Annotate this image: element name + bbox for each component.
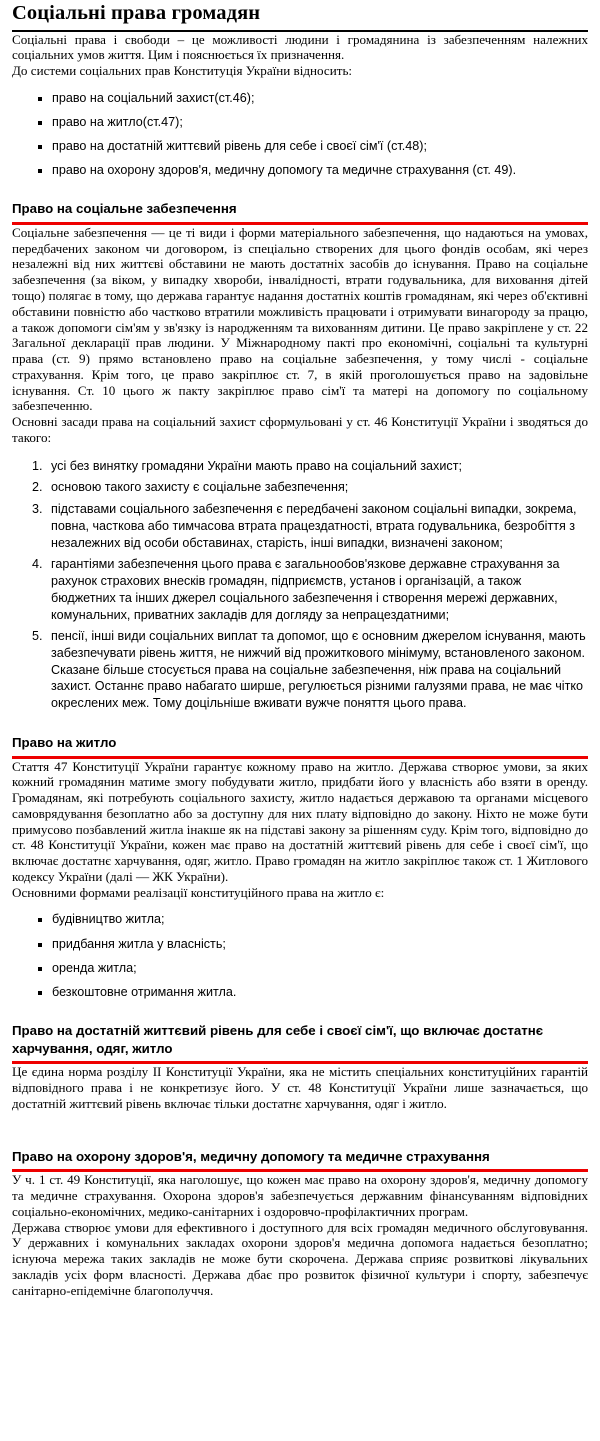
section-spacer: [12, 1112, 588, 1126]
section-heading-wrapper: [12, 1022, 588, 1064]
list-item: право на житло(ст.47);: [38, 115, 588, 130]
section-paragraph: Соціальне забезпечення — це ті види і форми матеріального забезпечення, що надаються на умовах, передбачених законом чи договором, із спеціально створених для цього фондів особам, які через незалежні від них життєві обставини не мають достатніх засобів до існування. Право на соціальне забезпечення (за віком, у випадку хвороби, інвалідності, втрати годувальника, для виховання дітей тощо) полягає в тому, що держава гарантує надання достатніх коштів громадянам, які через об'єктивні обставини повністю або частково втратили можливість працювати і отримувати винагороду за працю, а також допомоги сім'ям у зв'язку із народженням та вихованням дитини. Це право закріплене у ст. 22 Загальної декларації прав людини. У Міжнародному пакті про економічні, соціальні та культурні права (ст. 9) прямо встановлено право на соціальне забезпечення, у тому числі - соціальне страхування. Крім того, це право закріплює ст. 7, в якій проголошується право на задовільне існування. Ст. 10 цього ж пакту закріплює право сім'ї та матері на допомогу по соціальному забезпеченню.: [12, 224, 588, 414]
list-item: пенсії, інші види соціальних виплат та допомог, що є основним джерелом існування, мають забезпечувати рівень життя, не нижчий від прожиткового мінімуму, встановленого законом. Сказане більше стосується права на соціальне забезпечення, ніж права на соціальний захист. Останнє право набагато ширше, регулюється різними галузями права, не має чітко окреслених меж. Тому доцільніше вживати вужче поняття цього права.: [51, 629, 586, 711]
section-paragraph: Це єдина норма розділу II Конституції України, яка не містить спеціальних конституційних гарантій відповідного права і не конкретизує його. У ст. 48 Конституції України лише зазначається, що достатній життєвий рівень включає тільки достатнє харчування, одяг і житло.: [12, 1064, 588, 1111]
list-item: гарантіями забезпечення цього права є загальнообов'язкове державне страхування за рахунок страхових внесків громадян, підприємств, установ і організацій, а також бюджетних та інших джерел соціального забезпечення і створення мережі державних, комунальних, приватних закладів для догляду за непрацездатними;: [51, 557, 560, 622]
section-paragraph: Держава створює умови для ефективного і доступного для всіх громадян медичного обслуговування. У державних і комунальних закладах охорони здоров'я медична допомога надається безоплатно; існуюча мережа таких закладів не може бути скорочена. Держава сприяє розвиткові лікувальних закладів усіх форм власності. Держава дбає про розвиток фізичної культури і спорту, забезпечує санітарно-епідемічне благополуччя.: [12, 1219, 588, 1298]
section-heading-wrapper: [12, 200, 588, 225]
list-item: безкоштовне отримання житла.: [38, 985, 588, 1000]
section-paragraph: Основними формами реалізації конституційного права на житло є:: [12, 884, 385, 900]
section-paragraph: Основні засади права на соціальний захист сформульовані у ст. 46 Конституції України і зводяться до такого:: [12, 414, 588, 445]
list-item: усі без винятку громадяни України мають право на соціальний захист;: [51, 458, 462, 473]
section-heading: Право на соціальне забезпечення: [12, 201, 237, 217]
list-item: підставами соціального забезпечення є передбачені законом соціальні випадки, зокрема, повна, часткова або тимчасова втрата працездатності, втрата годувальника, безробіття з незалежних від особи обставинах, старість, інші випадки, визначені законом;: [51, 502, 577, 550]
section-housing-right: [12, 734, 588, 1000]
list-item: оренда житла;: [38, 961, 588, 976]
list-item: право на соціальний захист(ст.46);: [38, 91, 588, 106]
section-heading: Право на житло: [12, 734, 117, 750]
section-healthcare-right: [12, 1148, 588, 1299]
section-heading: Право на достатній життєвий рівень для себе і своєї сім'ї, що включає достатнє харчування, одяг, житло: [12, 1022, 544, 1056]
intro-paragraph-1: Соціальні права і свободи – це можливості людини і громадянина із забезпеченням належних соціальних умов життя. Цим і пояснюється їх призначення.: [12, 31, 588, 63]
housing-forms-list: [12, 912, 588, 999]
page-title: Соціальні права громадян: [12, 2, 261, 24]
section-heading-wrapper: [12, 1148, 588, 1173]
document-page: [0, 3, 600, 1304]
section-heading-wrapper: [12, 734, 588, 759]
section-paragraph: Стаття 47 Конституції України гарантує кожному право на житло. Держава створює умови, за яких кожний громадянин матиме змогу побудувати житло, придбати його у власність або взяти в оренду. Громадянам, які потребують соціального захисту, житло надається державою та органами місцевого самоврядування безоплатно або за доступну для них плату відповідно до закону. Ніхто не може бути примусово позбавлений житла інакше як на підставі закону за рішенням суду. Крім того, відповідно до ст. 48 Конституції України, кожен має право на достатній життєвий рівень для себе і своєї сім'ї, що включає достатнє харчування, одяг, житло. Право громадян на житло закріплює також ст. 1 Житлового кодексу України (далі — ЖК України).: [12, 758, 588, 884]
intro-block: [12, 32, 588, 179]
section-adequate-living-standard: [12, 1022, 588, 1112]
list-item: право на охорону здоров'я, медичну допомогу та медичне страхування (ст. 49).: [38, 163, 588, 178]
section-heading: Право на охорону здоров'я, медичну допомогу та медичне страхування: [12, 1148, 490, 1164]
intro-rights-list: [12, 91, 588, 178]
intro-paragraph-2: До системи соціальних прав Конституція України відносить:: [12, 63, 353, 79]
section-paragraph: У ч. 1 ст. 49 Конституції, яка наголошує, що кожен має право на охорону здоров'я, медичну допомогу та медичне страхування. Охорона здоров'я забезпечується державним фінансуванням відповідних соціально-економічних, медико-санітарних і оздоровчо-профілактичних програм.: [12, 1172, 588, 1219]
section-social-security: [12, 200, 588, 712]
list-item: будівництво житла;: [38, 912, 588, 927]
social-security-principles-list: [12, 458, 588, 712]
list-item: основою такого захисту є соціальне забезпечення;: [51, 480, 349, 495]
list-item: право на достатній життєвий рівень для себе і своєї сім'ї (ст.48);: [38, 139, 588, 154]
list-item: придбання житла у власність;: [38, 937, 588, 952]
